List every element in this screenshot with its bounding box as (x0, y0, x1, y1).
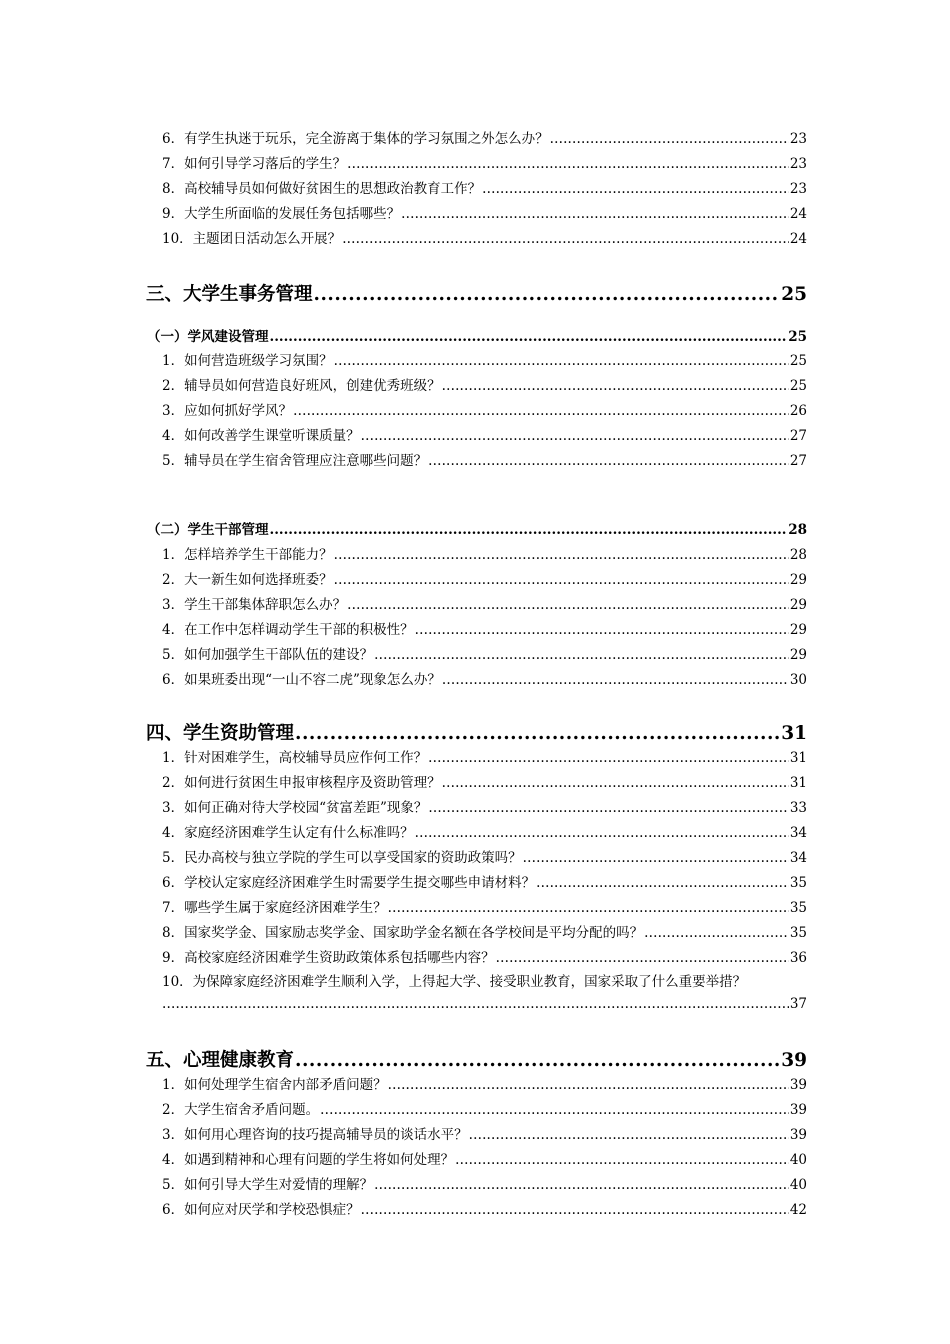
leader-dots (388, 900, 789, 916)
toc-entry-page: 29 (789, 647, 807, 663)
toc-entry-page: 23 (789, 156, 807, 172)
subsection-title: （二）学生干部管理 (147, 522, 269, 538)
toc-entry-page: 34 (789, 850, 807, 866)
toc-entry-label: 3．如何正确对待大学校园“贫富差距”现象？ (162, 800, 428, 816)
toc-entry-label: 1．如何营造班级学习氛围？ (162, 353, 333, 369)
toc-entry-page: 37 (789, 996, 807, 1012)
toc-entry-label: 1．如何处理学生宿舍内部矛盾问题？ (162, 1077, 387, 1093)
leader-dots (270, 329, 788, 345)
toc-entry-long-continuation[interactable] (0, 996, 950, 1016)
leader-dots (334, 572, 789, 588)
toc-entry-page: 24 (789, 231, 807, 247)
toc-entry-label: 9．高校家庭经济困难学生资助政策体系包括哪些内容？ (162, 950, 495, 966)
toc-entry-label: 2．大学生宿舍矛盾问题。 (162, 1102, 320, 1118)
section-page: 25 (781, 284, 807, 305)
leader-dots (442, 775, 789, 791)
toc-entry-label: 5．民办高校与独立学院的学生可以享受国家的资助政策吗？ (162, 850, 522, 866)
toc-entry[interactable] (0, 796, 950, 816)
toc-entry-label: 8．高校辅导员如何做好贫困生的思想政治教育工作？ (162, 181, 482, 197)
toc-entry-page: 25 (789, 353, 807, 369)
toc-entry[interactable] (0, 568, 950, 588)
toc-entry[interactable] (0, 1173, 950, 1193)
leader-dots (347, 156, 789, 172)
toc-entry[interactable] (0, 1198, 950, 1218)
toc-entry-label: 6．如果班委出现“一山不容二虎”现象怎么办？ (162, 672, 441, 688)
toc-entry[interactable] (0, 374, 950, 394)
leader-dots (270, 522, 788, 538)
toc-entry-label: 1．怎样培养学生干部能力？ (162, 547, 333, 563)
toc-entry-page: 24 (789, 206, 807, 222)
toc-entry-page: 26 (789, 403, 807, 419)
section-title: 三、大学生事务管理 (146, 284, 313, 305)
leader-dots (496, 950, 789, 966)
toc-entry-label: 5．辅导员在学生宿舍管理应注意哪些问题？ (162, 453, 428, 469)
leader-dots (428, 750, 789, 766)
leader-dots (388, 1077, 789, 1093)
toc-entry-page: 35 (789, 875, 807, 891)
leader-dots (361, 1202, 789, 1218)
toc-entry-page: 39 (789, 1077, 807, 1093)
leader-dots (482, 181, 789, 197)
toc-entry[interactable] (0, 399, 950, 419)
subsection-page: 28 (788, 522, 807, 538)
toc-entry-page: 40 (789, 1177, 807, 1193)
toc-entry[interactable] (0, 746, 950, 766)
toc-entry-page: 33 (789, 800, 807, 816)
toc-entry-page: 29 (789, 572, 807, 588)
leader-dots (334, 547, 789, 563)
toc-entry-label: 4．如何改善学生课堂听课质量？ (162, 428, 360, 444)
subsection-title: （一）学风建设管理 (147, 329, 269, 345)
subsection-page: 25 (788, 329, 807, 345)
toc-entry-page: 36 (789, 950, 807, 966)
toc-entry-label: 9．大学生所面临的发展任务包括哪些？ (162, 206, 401, 222)
section-page: 31 (781, 723, 807, 744)
toc-entry-label: 3．学生干部集体辞职怎么办？ (162, 597, 347, 613)
leader-dots (442, 378, 789, 394)
toc-entry[interactable] (0, 449, 950, 469)
leader-dots (361, 428, 789, 444)
leader-dots (374, 1177, 789, 1193)
leader-dots (550, 131, 789, 147)
toc-entry[interactable] (0, 202, 950, 222)
toc-entry-page: 31 (789, 750, 807, 766)
toc-entry-page: 39 (789, 1102, 807, 1118)
leader-dots (455, 1152, 789, 1168)
toc-entry-label: 8．国家奖学金、国家励志奖学金、国家助学金名额在各学校间是平均分配的吗？ (162, 925, 644, 941)
toc-entry[interactable] (0, 668, 950, 688)
toc-entry-label: 2．大一新生如何选择班委？ (162, 572, 333, 588)
toc-entry[interactable] (0, 896, 950, 916)
leader-dots (320, 1102, 789, 1118)
toc-entry[interactable] (0, 921, 950, 941)
toc-entry[interactable] (0, 227, 950, 247)
leader-dots (401, 206, 789, 222)
toc-entry[interactable] (0, 946, 950, 966)
toc-entry-page: 27 (789, 428, 807, 444)
toc-entry[interactable] (0, 543, 950, 563)
toc-entry-label: 6．有学生执迷于玩乐，完全游离于集体的学习氛围之外怎么办？ (162, 131, 549, 147)
toc-entry-label: 10．为保障家庭经济困难学生顺利入学，上得起大学、接受职业教育，国家采取了什么重要举措？ (162, 974, 747, 990)
toc-entry-page: 31 (789, 775, 807, 791)
toc-entry-page: 29 (789, 597, 807, 613)
leader-dots (347, 597, 789, 613)
leader-dots (295, 723, 780, 744)
leader-dots (536, 875, 789, 891)
toc-entry-label: 6．如何应对厌学和学校恐惧症？ (162, 1202, 360, 1218)
toc-entry-label: 3．应如何抓好学风？ (162, 403, 293, 419)
leader-dots (314, 284, 781, 305)
leader-dots (334, 353, 789, 369)
leader-dots (415, 622, 789, 638)
toc-entry-page: 42 (789, 1202, 807, 1218)
toc-entry[interactable] (0, 1073, 950, 1093)
toc-entry-page: 28 (789, 547, 807, 563)
leader-dots (442, 672, 789, 688)
toc-entry-page: 29 (789, 622, 807, 638)
toc-entry[interactable] (0, 1148, 950, 1168)
toc-entry-page: 23 (789, 131, 807, 147)
leader-dots (342, 231, 789, 247)
leader-dots (293, 403, 789, 419)
toc-entry-label: 5．如何引导大学生对爱情的理解？ (162, 1177, 374, 1193)
toc-entry-page: 23 (789, 181, 807, 197)
toc-entry-long[interactable] (0, 970, 950, 990)
section-page: 39 (781, 1050, 807, 1071)
toc-entry-page: 25 (789, 378, 807, 394)
toc-entry[interactable] (0, 618, 950, 638)
leader-dots (428, 453, 789, 469)
toc-entry-label: 5．如何加强学生干部队伍的建设？ (162, 647, 374, 663)
leader-dots (162, 996, 789, 1012)
toc-entry[interactable] (0, 424, 950, 444)
toc-entry-page: 35 (789, 900, 807, 916)
toc-entry-label: 3．如何用心理咨询的技巧提高辅导员的谈话水平？ (162, 1127, 468, 1143)
leader-dots (428, 800, 788, 816)
toc-entry[interactable] (0, 871, 950, 891)
toc-entry[interactable] (0, 177, 950, 197)
toc-entry-label: 4．家庭经济困难学生认定有什么标准吗？ (162, 825, 414, 841)
toc-entry-page: 39 (789, 1127, 807, 1143)
toc-entry-page: 40 (789, 1152, 807, 1168)
toc-entry[interactable] (0, 1123, 950, 1143)
toc-entry-label: 2．辅导员如何营造良好班风，创建优秀班级？ (162, 378, 441, 394)
toc-entry-page: 34 (789, 825, 807, 841)
leader-dots (415, 825, 789, 841)
toc-entry[interactable] (0, 821, 950, 841)
toc-entry-page: 35 (789, 925, 807, 941)
toc-entry-label: 2．如何进行贫困生申报审核程序及资助管理？ (162, 775, 441, 791)
toc-entry[interactable] (0, 152, 950, 172)
toc-entry-label: 6．学校认定家庭经济困难学生时需要学生提交哪些申请材料？ (162, 875, 536, 891)
toc-entry-label: 10．主题团日活动怎么开展？ (162, 231, 342, 247)
toc-entry[interactable] (0, 593, 950, 613)
leader-dots (523, 850, 789, 866)
toc-entry-label: 4．在工作中怎样调动学生干部的积极性？ (162, 622, 414, 638)
toc-entry[interactable] (0, 1098, 950, 1118)
leader-dots (469, 1127, 789, 1143)
leader-dots (644, 925, 789, 941)
toc-entry-label: 7．哪些学生属于家庭经济困难学生？ (162, 900, 387, 916)
toc-entry-label: 7．如何引导学习落后的学生？ (162, 156, 347, 172)
toc-entry-page: 27 (789, 453, 807, 469)
toc-entry[interactable] (0, 349, 950, 369)
leader-dots (295, 1050, 780, 1071)
toc-entry-label: 1．针对困难学生，高校辅导员应作何工作？ (162, 750, 428, 766)
toc-entry-page: 30 (789, 672, 807, 688)
section-title: 五、心理健康教育 (146, 1050, 295, 1071)
toc-entry[interactable] (0, 846, 950, 866)
toc-entry-label: 4．如遇到精神和心理有问题的学生将如何处理？ (162, 1152, 455, 1168)
toc-entry[interactable] (0, 127, 950, 147)
section-title: 四、学生资助管理 (146, 723, 295, 744)
leader-dots (374, 647, 789, 663)
toc-entry[interactable] (0, 643, 950, 663)
toc-entry[interactable] (0, 771, 950, 791)
